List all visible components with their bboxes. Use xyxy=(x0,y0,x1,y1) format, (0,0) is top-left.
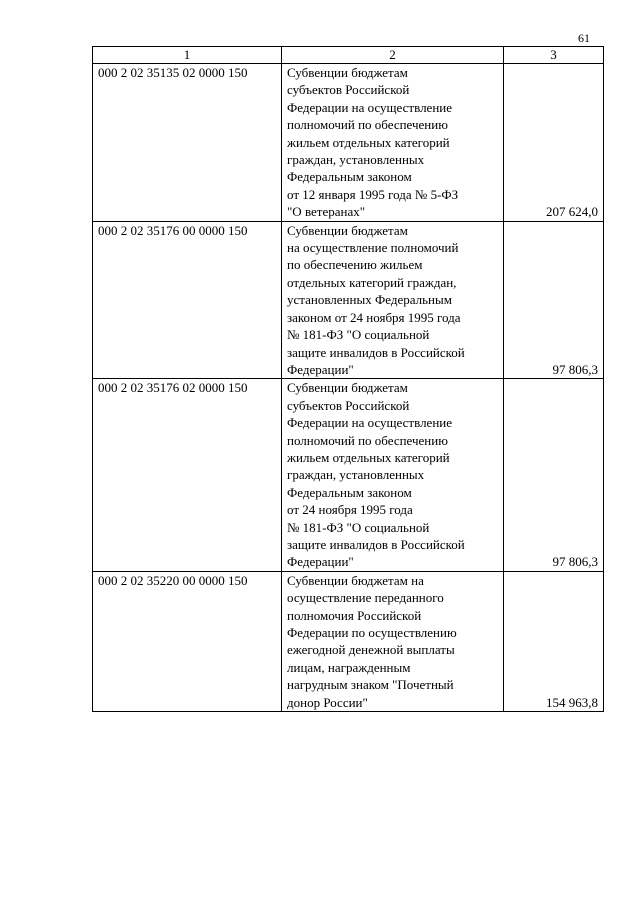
amount: 207 624,0 xyxy=(504,64,604,222)
description-line: законом от 24 ноября 1995 года xyxy=(287,309,461,325)
description-line: жильем отдельных категорий xyxy=(287,134,450,150)
description xyxy=(282,221,504,379)
description-line: полномочия Российской xyxy=(287,607,422,623)
classification-code: 000 2 02 35176 00 0000 150 xyxy=(93,221,282,379)
description-line: Субвенции бюджетам xyxy=(287,380,408,396)
column-header-2: 2 xyxy=(282,47,504,64)
page-number: 61 xyxy=(578,31,590,45)
table-row xyxy=(93,64,604,222)
description-line: защите инвалидов в Российской xyxy=(287,344,465,360)
description-line: граждан, установленных xyxy=(287,467,425,483)
description-line: "О ветеранах" xyxy=(287,204,366,220)
description-line: Федеральным законом xyxy=(287,169,412,185)
description-line: донор России" xyxy=(287,694,368,710)
description-line: от 24 ноября 1995 года xyxy=(287,502,413,518)
description-line: Субвенции бюджетам на xyxy=(287,572,424,588)
description-line: Субвенции бюджетам xyxy=(287,222,408,238)
classification-code: 000 2 02 35135 02 0000 150 xyxy=(93,64,282,222)
description-line: Федерации" xyxy=(287,554,354,570)
description-line: на осуществление полномочий xyxy=(287,240,459,256)
description xyxy=(282,379,504,571)
description-line: жильем отдельных категорий xyxy=(287,449,450,465)
description-line: лицам, награжденным xyxy=(287,659,411,675)
description-line: Федерации на осуществление xyxy=(287,415,453,431)
description-line: Федерации по осуществлению xyxy=(287,625,457,640)
description-line: ежегодной денежной выплаты xyxy=(287,642,455,658)
amount: 97 806,3 xyxy=(504,379,604,571)
description-line: установленных Федеральным xyxy=(287,292,452,308)
budget-table xyxy=(92,46,604,712)
description-line: Федерации на осуществление xyxy=(287,99,453,115)
description-line: осуществление переданного xyxy=(287,590,444,606)
description-line: нагрудным знаком "Почетный xyxy=(287,677,454,693)
description-line: Субвенции бюджетам xyxy=(287,65,408,80)
table-row xyxy=(93,571,604,711)
description-line: № 181-ФЗ "О социальной xyxy=(287,327,430,343)
description-line: Федеральным законом xyxy=(287,484,412,500)
description-line: полномочий по обеспечению xyxy=(287,432,448,448)
description xyxy=(282,64,504,222)
column-header-3: 3 xyxy=(504,47,604,64)
description-line: граждан, установленных xyxy=(287,152,425,168)
classification-code: 000 2 02 35220 00 0000 150 xyxy=(93,571,282,711)
table-row xyxy=(93,379,604,571)
column-header-1: 1 xyxy=(93,47,282,64)
header-row xyxy=(93,47,604,64)
table-row xyxy=(93,221,604,379)
description-line: № 181-ФЗ "О социальной xyxy=(287,519,430,535)
amount: 97 806,3 xyxy=(504,221,604,379)
description-line: субъектов Российской xyxy=(287,397,410,413)
description-line: защите инвалидов в Российской xyxy=(287,536,465,552)
description-line: отдельных категорий граждан, xyxy=(287,274,457,290)
description xyxy=(282,571,504,711)
amount: 154 963,8 xyxy=(504,571,604,711)
description-line: Федерации" xyxy=(287,361,354,377)
description-line: субъектов Российской xyxy=(287,82,410,98)
description-line: от 12 января 1995 года № 5-ФЗ xyxy=(287,186,459,202)
description-line: полномочий по обеспечению xyxy=(287,117,448,133)
description-line: по обеспечению жильем xyxy=(287,257,423,273)
classification-code: 000 2 02 35176 02 0000 150 xyxy=(93,379,282,571)
